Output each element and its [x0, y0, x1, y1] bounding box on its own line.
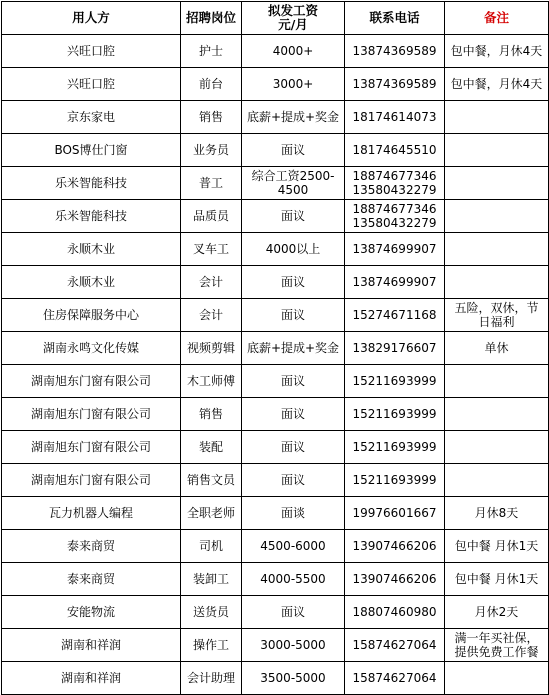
cell-position: 司机 [181, 530, 242, 563]
header-salary [242, 2, 345, 35]
table-row [2, 431, 549, 464]
cell-position: 全职老师 [181, 497, 242, 530]
cell-position: 普工 [181, 167, 242, 200]
cell-salary [242, 596, 345, 629]
cell-employer: 瓦力机器人编程 [2, 497, 181, 530]
cell-salary-line: 3000+ [272, 77, 314, 91]
cell-salary-line: 面议 [280, 209, 305, 223]
header-phone: 联系电话 [345, 2, 445, 35]
cell-remark [445, 497, 549, 530]
cell-salary-line: 底薪+提成+奖金 [246, 341, 340, 355]
cell-employer: 兴旺口腔 [2, 68, 181, 101]
cell-salary-line: 4500-6000 [260, 539, 326, 553]
cell-phone [345, 167, 445, 200]
cell-remark [445, 266, 549, 299]
cell-salary [242, 68, 345, 101]
cell-phone-line: 13907466206 [352, 539, 437, 553]
cell-employer: 湖南旭东门窗有限公司 [2, 398, 181, 431]
table-body [2, 35, 549, 695]
cell-position: 叉车工 [181, 233, 242, 266]
cell-phone-line: 18874677346 [352, 169, 437, 183]
table-row [2, 464, 549, 497]
cell-remark [445, 398, 549, 431]
table-row [2, 35, 549, 68]
cell-remark [445, 530, 549, 563]
cell-employer: BOS博仕门窗 [2, 134, 181, 167]
header-position: 招聘岗位 [181, 2, 242, 35]
cell-remark-line: 包中餐，月休4天 [450, 77, 543, 91]
cell-remark [445, 431, 549, 464]
cell-phone-line: 19976601667 [352, 506, 437, 520]
cell-remark [445, 332, 549, 365]
cell-salary [242, 35, 345, 68]
cell-salary-line: 底薪+提成+奖金 [246, 110, 340, 124]
cell-position: 业务员 [181, 134, 242, 167]
table-row [2, 134, 549, 167]
cell-employer: 湖南旭东门窗有限公司 [2, 431, 181, 464]
table-row [2, 233, 549, 266]
cell-position: 木工师傅 [181, 365, 242, 398]
cell-phone-line: 13874369589 [352, 77, 437, 91]
cell-salary-line: 综合工资2500- [251, 169, 335, 183]
cell-remark [445, 68, 549, 101]
cell-salary-line: 3000-5000 [260, 638, 326, 652]
cell-remark-line: 月休8天 [474, 506, 519, 520]
cell-salary [242, 332, 345, 365]
cell-position: 护士 [181, 35, 242, 68]
table-row [2, 563, 549, 596]
table-row [2, 398, 549, 431]
table-row [2, 662, 549, 695]
cell-remark [445, 167, 549, 200]
cell-position: 销售文员 [181, 464, 242, 497]
cell-salary-line: 面议 [280, 407, 305, 421]
cell-salary-line: 面议 [280, 440, 305, 454]
cell-remark-line: 满一年买社保， [454, 631, 539, 645]
cell-employer: 湖南旭东门窗有限公司 [2, 365, 181, 398]
cell-phone-line: 15874627064 [352, 671, 437, 685]
cell-phone-line: 13874699907 [352, 242, 437, 256]
cell-employer: 安能物流 [2, 596, 181, 629]
cell-phone-line: 18807460980 [352, 605, 437, 619]
cell-salary-line: 面议 [280, 275, 305, 289]
cell-phone-line: 15211693999 [352, 374, 437, 388]
cell-phone-line: 15211693999 [352, 473, 437, 487]
table-row [2, 332, 549, 365]
table-row [2, 530, 549, 563]
cell-salary [242, 464, 345, 497]
cell-position: 送货员 [181, 596, 242, 629]
cell-phone [345, 662, 445, 695]
cell-employer: 永顺木业 [2, 233, 181, 266]
cell-salary-line: 面议 [280, 143, 305, 157]
cell-employer: 乐米智能科技 [2, 167, 181, 200]
table-row [2, 167, 549, 200]
cell-phone-line: 13907466206 [352, 572, 437, 586]
cell-phone-line: 13580432279 [352, 216, 437, 230]
cell-employer: 住房保障服务中心 [2, 299, 181, 332]
table-row [2, 200, 549, 233]
cell-salary [242, 662, 345, 695]
cell-remark [445, 629, 549, 662]
cell-remark [445, 662, 549, 695]
cell-position: 销售 [181, 101, 242, 134]
cell-employer: 乐米智能科技 [2, 200, 181, 233]
cell-salary [242, 365, 345, 398]
table-row [2, 365, 549, 398]
cell-salary-line: 面谈 [280, 506, 305, 520]
cell-employer: 兴旺口腔 [2, 35, 181, 68]
cell-salary-line: 面议 [280, 308, 305, 322]
cell-salary [242, 134, 345, 167]
cell-position: 会计 [181, 299, 242, 332]
cell-phone-line: 15274671168 [352, 308, 437, 322]
cell-phone [345, 398, 445, 431]
cell-phone [345, 35, 445, 68]
cell-salary [242, 398, 345, 431]
cell-employer: 湖南永鸣文化传媒 [2, 332, 181, 365]
cell-salary [242, 530, 345, 563]
cell-position: 前台 [181, 68, 242, 101]
cell-remark-line: 五险，双休，节 [454, 301, 539, 315]
cell-salary [242, 167, 345, 200]
cell-phone-line: 18174614073 [352, 110, 437, 124]
cell-phone [345, 233, 445, 266]
cell-phone-line: 15874627064 [352, 638, 437, 652]
table-row [2, 596, 549, 629]
cell-salary-line: 面议 [280, 605, 305, 619]
cell-remark-line: 提供免费工作餐 [454, 645, 539, 659]
cell-salary-line: 3500-5000 [260, 671, 326, 685]
cell-remark-line: 包中餐 月休1天 [454, 572, 539, 586]
cell-employer: 湖南旭东门窗有限公司 [2, 464, 181, 497]
cell-position: 会计 [181, 266, 242, 299]
cell-position: 操作工 [181, 629, 242, 662]
cell-employer: 湖南和祥润 [2, 662, 181, 695]
cell-phone-line: 18174645510 [352, 143, 437, 157]
cell-remark [445, 200, 549, 233]
cell-position: 会计助理 [181, 662, 242, 695]
cell-salary-line: 面议 [280, 374, 305, 388]
cell-position: 品质员 [181, 200, 242, 233]
cell-phone-line: 13829176607 [352, 341, 437, 355]
cell-phone [345, 563, 445, 596]
cell-position: 销售 [181, 398, 242, 431]
cell-salary [242, 629, 345, 662]
cell-phone-line: 13874699907 [352, 275, 437, 289]
header-employer: 用人方 [2, 2, 181, 35]
table-row [2, 101, 549, 134]
header-remark: 备注 [445, 2, 549, 35]
cell-remark [445, 101, 549, 134]
table-row [2, 629, 549, 662]
cell-salary [242, 233, 345, 266]
cell-salary [242, 431, 345, 464]
cell-phone [345, 365, 445, 398]
table-row [2, 497, 549, 530]
header-salary-line2: 元/月 [278, 17, 308, 32]
cell-phone [345, 596, 445, 629]
cell-phone [345, 530, 445, 563]
cell-salary [242, 497, 345, 530]
cell-remark-line: 单休 [484, 341, 509, 355]
cell-employer: 泰来商贸 [2, 530, 181, 563]
cell-phone-line: 18874677346 [352, 202, 437, 216]
cell-remark [445, 134, 549, 167]
cell-employer: 永顺木业 [2, 266, 181, 299]
table-row [2, 299, 549, 332]
job-listing-table [1, 1, 549, 695]
cell-phone [345, 299, 445, 332]
header-salary-line1: 拟发工资 [267, 3, 318, 18]
cell-salary-line: 4000以上 [265, 242, 321, 256]
cell-remark [445, 464, 549, 497]
cell-employer: 京东家电 [2, 101, 181, 134]
cell-remark-line: 日福利 [478, 315, 515, 329]
cell-salary [242, 266, 345, 299]
cell-remark [445, 233, 549, 266]
cell-salary [242, 563, 345, 596]
cell-remark [445, 563, 549, 596]
cell-remark [445, 365, 549, 398]
cell-salary-line: 4500 [277, 183, 309, 197]
cell-salary [242, 101, 345, 134]
cell-phone [345, 134, 445, 167]
cell-salary-line: 面议 [280, 473, 305, 487]
cell-salary-line: 4000-5500 [260, 572, 326, 586]
table-row [2, 68, 549, 101]
cell-remark-line: 包中餐，月休4天 [450, 44, 543, 58]
cell-employer: 湖南和祥润 [2, 629, 181, 662]
cell-salary [242, 299, 345, 332]
cell-remark-line: 月休2天 [474, 605, 519, 619]
cell-position: 装配 [181, 431, 242, 464]
table-row [2, 266, 549, 299]
cell-phone-line: 15211693999 [352, 407, 437, 421]
cell-remark [445, 299, 549, 332]
cell-phone [345, 266, 445, 299]
cell-remark [445, 35, 549, 68]
cell-employer: 泰来商贸 [2, 563, 181, 596]
cell-phone [345, 497, 445, 530]
cell-position: 装卸工 [181, 563, 242, 596]
cell-phone [345, 200, 445, 233]
cell-salary [242, 200, 345, 233]
cell-phone-line: 13874369589 [352, 44, 437, 58]
cell-position: 视频剪辑 [181, 332, 242, 365]
cell-phone [345, 68, 445, 101]
cell-salary-line: 4000+ [272, 44, 314, 58]
cell-phone-line: 13580432279 [352, 183, 437, 197]
cell-remark-line: 包中餐 月休1天 [454, 539, 539, 553]
cell-phone [345, 101, 445, 134]
cell-phone-line: 15211693999 [352, 440, 437, 454]
cell-phone [345, 332, 445, 365]
table-header-row [2, 2, 549, 35]
cell-remark [445, 596, 549, 629]
cell-phone [345, 431, 445, 464]
cell-phone [345, 464, 445, 497]
cell-phone [345, 629, 445, 662]
